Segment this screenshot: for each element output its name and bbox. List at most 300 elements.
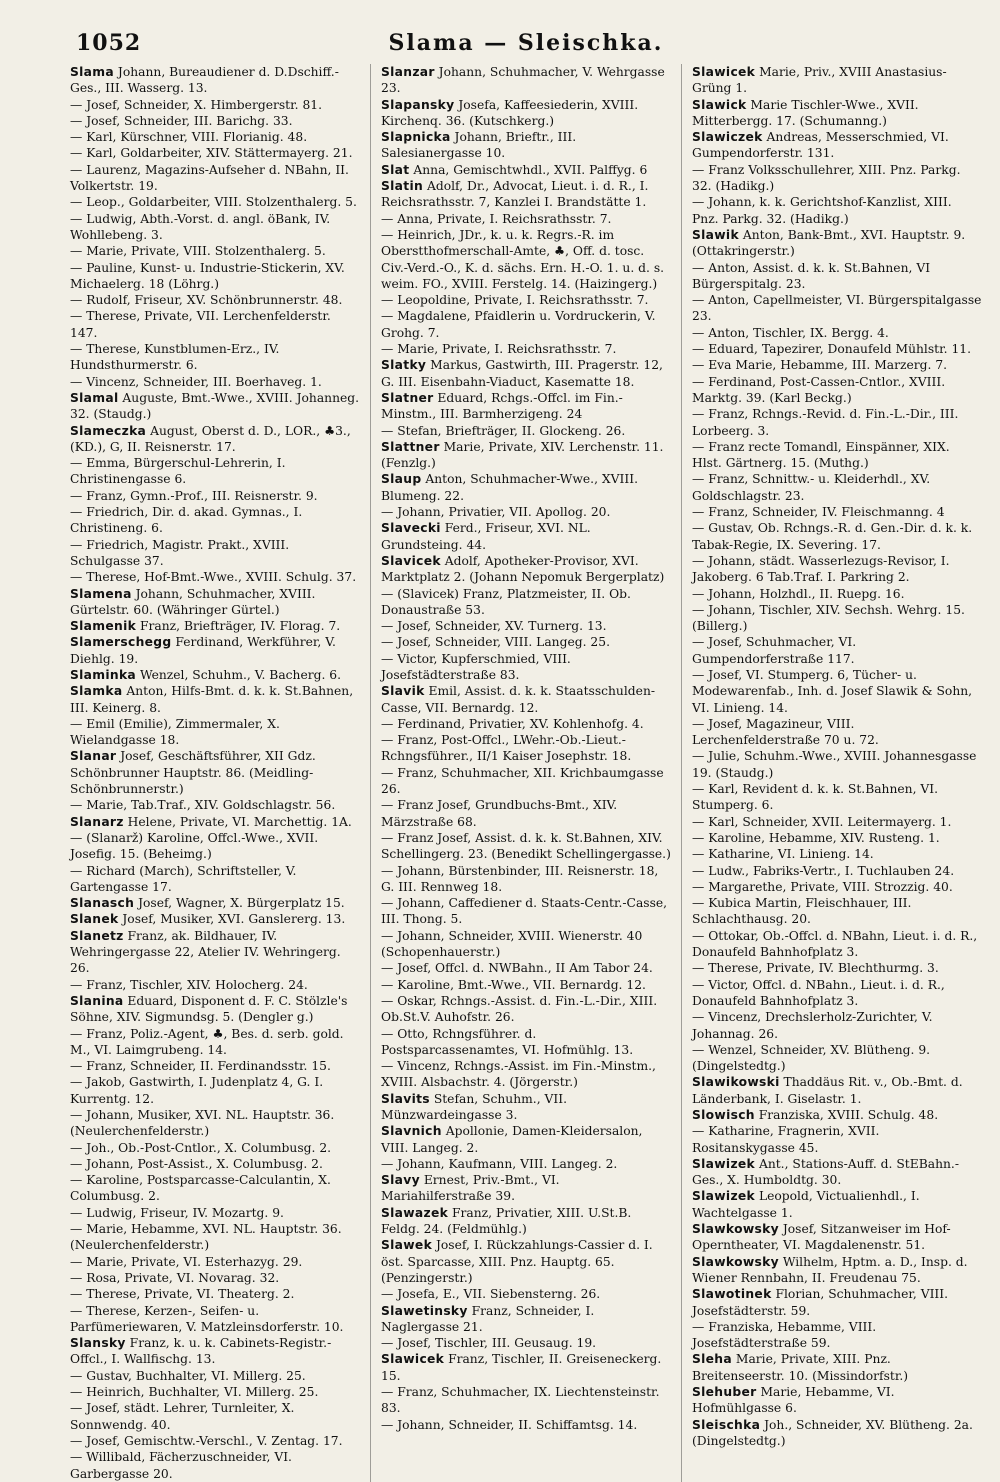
directory-entry: [70, 618, 360, 634]
entry-text: Anton, Bank-Bmt., XVI. Hauptstr. 9. (Ottakringerstr.): [692, 227, 966, 259]
directory-entry: [381, 1237, 671, 1286]
entry-text: — Johann, Schneider, XVIII. Wienerstr. 40 (Schopenhauerstr.): [381, 928, 643, 960]
entry-text: — Josef, VI. Stumperg. 6, Tücher- u. Modewarenfab., Inh. d. Josef Slawik & Sohn, VI. Linieng. 14.: [692, 667, 973, 715]
entry-text: — Kubica Martin, Fleischhauer, III. Schlachthausg. 20.: [692, 896, 912, 927]
page-number: 1052: [76, 30, 142, 56]
entry-text: Leopold, Victualienhdl., I. Wachtelgasse 1.: [692, 1189, 920, 1220]
entry-surname: Slawkowsky: [692, 1254, 779, 1269]
directory-entry: [381, 586, 671, 619]
entry-text: — Ferdinand, Post-Cassen-Cntlor., XVIII. Marktg. 39. (Karl Beckg.): [692, 374, 946, 405]
directory-entry: [70, 1286, 360, 1302]
entry-text: — Richard (March), Schriftsteller, V. Gartengasse 17.: [70, 863, 297, 894]
entry-text: — Heinrich, JDr., k. u. k. Regrs.-R. im Oberstthofmerschall-Amte, ♣, Off. d. tosc. Civ.-Verd.-O., K. d. sächs. Ern. H.-O. 1. u. d. s. weim. FO., XVIII. Ferstelg. 14. (Haizingerg.): [381, 227, 665, 291]
directory-entry: [70, 928, 360, 977]
directory-entry: [70, 292, 360, 308]
entry-text: — (Slavicek) Franz, Platzmeister, II. Ob. Donaustraße 53.: [381, 586, 631, 617]
entry-text: — Therese, Private, VII. Lerchenfelderstr. 147.: [70, 309, 331, 340]
entry-text: — Stefan, Briefträger, II. Glockeng. 26.: [381, 423, 626, 438]
entry-surname: Slamka: [70, 684, 123, 699]
directory-entry: [381, 129, 671, 162]
directory-entry: [381, 520, 671, 553]
entry-text: Johann, Schuhmacher, XVIII. Gürtelstr. 60. (Währinger Gürtel.): [70, 586, 316, 617]
directory-entry: [692, 814, 982, 830]
directory-entry: [70, 194, 360, 210]
directory-entry: [381, 390, 671, 423]
directory-entry: [692, 602, 982, 635]
directory-entry: [381, 765, 671, 798]
directory-entry: [70, 374, 360, 390]
directory-entry: [70, 634, 360, 667]
directory-entry: [692, 781, 982, 814]
entry-text: Eduard, Rchgs.-Offcl. im Fin.-Minstm., III. Barmherzigeng. 24: [381, 390, 623, 422]
entry-text: — Ferdinand, Privatier, XV. Kohlenhofg. 4.: [381, 716, 644, 731]
entry-surname: Slamal: [70, 390, 119, 405]
directory-entry: [692, 439, 982, 472]
columns: [70, 64, 982, 1482]
directory-entry: [70, 1368, 360, 1384]
entry-text: — Vincenz, Schneider, III. Boerhaveg. 1.: [70, 374, 322, 389]
directory-entry: [70, 716, 360, 749]
entry-surname: Slawik: [692, 227, 739, 242]
entry-surname: Slowisch: [692, 1108, 755, 1122]
entry-surname: Slanina: [70, 993, 124, 1008]
entry-surname: Slapnicka: [381, 130, 451, 145]
entry-text: Marie, Private, XIV. Lerchenstr. 11. (Fenzlg.): [381, 439, 664, 471]
directory-entry: [381, 830, 671, 863]
entry-surname: Slanar: [70, 749, 117, 764]
directory-entry: [70, 1400, 360, 1433]
entry-text: — Marie, Private, I. Reichsrathsstr. 7.: [381, 342, 617, 357]
entry-text: — Katharine, VI. Linieng. 14.: [692, 847, 874, 862]
directory-entry: [692, 504, 982, 520]
entry-text: — Karl, Goldarbeiter, XIV. Stättermayerg. 21.: [70, 146, 353, 161]
directory-entry: [381, 634, 671, 650]
entry-text: — Therese, Private, IV. Blechthurmg. 3.: [692, 961, 939, 976]
directory-entry: [70, 97, 360, 113]
directory-entry: [381, 1417, 671, 1433]
directory-entry: [70, 569, 360, 585]
directory-entry: [692, 357, 982, 373]
directory-entry: [381, 1351, 671, 1384]
entry-text: — Katharine, Fragnerin, XVII. Rositanskygasse 45.: [692, 1124, 880, 1155]
directory-entry: [70, 260, 360, 293]
entry-text: — Franziska, Hebamme, VIII. Josefstädterstraße 59.: [692, 1319, 877, 1351]
entry-surname: Slatner: [381, 390, 434, 405]
entry-surname: Slawiczek: [692, 130, 763, 145]
directory-entry: [70, 64, 360, 97]
entry-text: Franziska, XVIII. Schulg. 48.: [754, 1108, 939, 1122]
entry-text: Johann, Brieftr., III. Salesianergasse 10.: [381, 130, 577, 161]
entry-surname: Slameczka: [70, 423, 147, 438]
entry-text: — Joh., Ob.-Post-Cntlor., X. Columbusg. 2.: [70, 1140, 332, 1155]
entry-text: — Josef, Schneider, III. Barichg. 33.: [70, 113, 293, 128]
directory-entry: [692, 830, 982, 846]
entry-text: Josef, Sitzanweiser im Hof-Operntheater, VI. Magdalenenstr. 51.: [692, 1222, 951, 1253]
page-header: [70, 30, 982, 58]
directory-entry: [692, 325, 982, 341]
directory-entry: [692, 748, 982, 781]
directory-entry: [70, 1172, 360, 1205]
directory-entry: [692, 227, 982, 260]
entry-text: — Ludwig, Friseur, IV. Mozartg. 9.: [70, 1205, 284, 1220]
directory-entry: [381, 553, 671, 586]
directory-entry: [692, 1009, 982, 1042]
directory-entry: [70, 1303, 360, 1336]
entry-text: Franz, Briefträger, IV. Florag. 7.: [136, 619, 341, 634]
entry-text: Helene, Private, VI. Marchettig. 1A.: [123, 814, 352, 829]
entry-text: — Karl, Kürschner, VIII. Florianig. 48.: [70, 130, 308, 145]
directory-entry: [381, 1335, 671, 1351]
directory-entry: [381, 162, 671, 178]
directory-entry: [381, 1205, 671, 1238]
directory-entry: [381, 504, 671, 520]
entry-text: Auguste, Bmt.-Wwe., XVIII. Johanneg. 32. (Staudg.): [70, 390, 360, 422]
directory-entry: [381, 977, 671, 993]
directory-entry: [70, 586, 360, 619]
entry-text: — Heinrich, Buchhalter, VI. Millerg. 25.: [70, 1385, 319, 1400]
directory-entry: [381, 227, 671, 292]
directory-entry: [381, 292, 671, 308]
entry-text: — Eva Marie, Hebamme, III. Marzerg. 7.: [692, 358, 948, 373]
directory-entry: [70, 977, 360, 993]
entry-text: — Karoline, Hebamme, XIV. Rusteng. 1.: [692, 830, 940, 845]
entry-text: Marie, Hebamme, VI. Hofmühlgasse 6.: [692, 1385, 895, 1416]
entry-text: Josef, Geschäftsführer, XII Gdz. Schönbrunner Hauptstr. 86. (Meidling-Schönbrunnerstr.): [70, 749, 316, 797]
entry-surname: Slawicek: [692, 65, 756, 79]
directory-entry: [692, 634, 982, 667]
directory-entry: [70, 993, 360, 1026]
entry-surname: Slatky: [381, 358, 427, 373]
entry-text: — Franz, Poliz.-Agent, ♣, Bes. d. serb. gold. M., VI. Laimgrubeng. 14.: [70, 1026, 344, 1057]
entry-text: — Therese, Private, VI. Theaterg. 2.: [70, 1287, 295, 1302]
entry-text: Johann, Schuhmacher, V. Wehrgasse 23.: [381, 65, 665, 96]
directory-entry: [70, 211, 360, 244]
directory-entry: [692, 1319, 982, 1352]
entry-text: Anna, Gemischtwhdl., XVII. Palffyg. 6: [409, 162, 648, 177]
entry-text: Josef, Wagner, X. Bürgerplatz 15.: [134, 896, 345, 911]
entry-text: Franz, k. u. k. Cabinets-Registr.-Offcl., I. Wallfischg. 13.: [70, 1336, 332, 1367]
directory-entry: [381, 928, 671, 961]
entry-text: Josefa, Kaffeesiederin, XVIII. Kirchenq. 36. (Kutschkerg.): [381, 97, 639, 128]
directory-entry: [692, 341, 982, 357]
directory-entry: [692, 716, 982, 749]
entry-text: — Friedrich, Dir. d. akad. Gymnas., I. Christineng. 6.: [70, 505, 303, 536]
directory-entry: [70, 537, 360, 570]
directory-entry: [381, 64, 671, 97]
entry-text: — Josef, Schneider, XV. Turnerg. 13.: [381, 619, 607, 634]
directory-entry: [692, 1221, 982, 1254]
entry-text: — Johann, Tischler, XIV. Sechsh. Wehrg. 15. (Billerg.): [692, 602, 965, 634]
entry-text: — Anna, Private, I. Reichsrathsstr. 7.: [381, 211, 612, 226]
entry-text: — Marie, Tab.Traf., XIV. Goldschlagstr. 56.: [70, 798, 336, 813]
entry-text: — Ludw., Fabriks-Vertr., I. Tuchlauben 24.: [692, 863, 955, 878]
directory-entry: [692, 667, 982, 716]
entry-text: — Vincenz, Rchngs.-Assist. im Fin.-Minstm., XVIII. Alsbachstr. 4. (Jörgerstr.): [381, 1059, 656, 1090]
entry-text: — Karl, Revident d. k. k. St.Bahnen, VI. Stumperg. 6.: [692, 782, 939, 813]
entry-text: Joh., Schneider, XV. Blütheng. 2a. (Dingelstedtg.): [692, 1417, 973, 1448]
directory-entry: [70, 1074, 360, 1107]
directory-entry: [381, 1303, 671, 1336]
directory-entry: [692, 1417, 982, 1450]
directory-entry: [692, 846, 982, 862]
entry-text: — Rosa, Private, VI. Novarag. 32.: [70, 1270, 280, 1285]
directory-entry: [381, 357, 671, 390]
directory-entry: [70, 162, 360, 195]
directory-entry: [692, 471, 982, 504]
directory-entry: [692, 1107, 982, 1123]
entry-surname: Slawetinsky: [381, 1303, 468, 1318]
directory-entry: [381, 651, 671, 684]
directory-entry: [692, 1188, 982, 1221]
entry-text: — Magdalene, Pfaidlerin u. Vordruckerin, V. Grohg. 7.: [381, 309, 656, 340]
directory-entry: [381, 178, 671, 211]
directory-entry: [692, 928, 982, 961]
entry-text: — Johann, k. k. Gerichtshof-Kanzlist, XIII. Pnz. Parkg. 32. (Hadikg.): [692, 195, 952, 226]
directory-entry: [70, 1384, 360, 1400]
directory-entry: [692, 1254, 982, 1287]
entry-text: Josef, I. Rückzahlungs-Cassier d. I. öst. Sparcasse, XIII. Pnz. Hauptg. 65. (Penzingerstr.): [381, 1238, 653, 1285]
directory-entry: [70, 911, 360, 927]
entry-surname: Slaminka: [70, 667, 137, 682]
directory-entry: [381, 1091, 671, 1124]
directory-entry: [381, 960, 671, 976]
entry-surname: Slattner: [381, 439, 440, 454]
directory-entry: [692, 97, 982, 130]
entry-text: Franz, Schneider, I. Naglergasse 21.: [381, 1303, 595, 1334]
entry-text: — Marie, Private, VI. Esterhazyg. 29.: [70, 1254, 303, 1269]
entry-text: — Marie, Hebamme, XVI. NL. Hauptstr. 36. (Neulerchenfelderstr.): [70, 1222, 342, 1253]
directory-entry: [381, 471, 671, 504]
entry-surname: Slawizek: [692, 1189, 756, 1204]
entry-surname: Slawazek: [381, 1205, 449, 1220]
entry-text: — Leop., Goldarbeiter, VIII. Stolzenthalerg. 5.: [70, 195, 357, 210]
directory-entry: [692, 1156, 982, 1189]
directory-entry: [70, 1433, 360, 1449]
entry-text: Franz, ak. Bildhauer, IV. Wehringergasse 22, Atelier IV. Wehringerg. 26.: [70, 928, 341, 976]
entry-text: — Josef, Magazineur, VIII. Lerchenfelderstraße 70 u. 72.: [692, 716, 879, 748]
entry-text: — Willibald, Fächerzuschneider, VI. Garbergasse 20.: [70, 1450, 292, 1481]
entry-text: — Ottokar, Ob.-Offcl. d. NBahn, Lieut. i. d. R., Donaufeld Bahnhofplatz 3.: [692, 928, 978, 960]
entry-surname: Slavecki: [381, 521, 441, 536]
entry-text: — Oskar, Rchngs.-Assist. d. Fin.-L.-Dir., XIII. Ob.St.V. Auhofstr. 26.: [381, 993, 658, 1025]
entry-text: — Jakob, Gastwirth, I. Judenplatz 4, G. I. Kurrentg. 12.: [70, 1075, 324, 1106]
entry-text: — Franz, Schneider, II. Ferdinandsstr. 15.: [70, 1059, 331, 1074]
entry-surname: Slawick: [692, 97, 747, 112]
entry-text: — Josef, Tischler, III. Geusaug. 19.: [381, 1336, 597, 1351]
entry-text: — Emma, Bürgerschul-Lehrerin, I. Christinengasse 6.: [70, 456, 286, 487]
entry-text: — Johann, Holzhdl., II. Ruepg. 16.: [692, 586, 905, 601]
entry-text: Ant., Stations-Auff. d. StEBahn.-Ges., X. Humboldtg. 30.: [692, 1156, 959, 1188]
directory-entry: [70, 1254, 360, 1270]
entry-text: — Margarethe, Private, VIII. Strozzig. 40.: [692, 879, 953, 894]
entry-text: — Leopoldine, Private, I. Reichsrathsstr. 7.: [381, 293, 649, 308]
entry-text: — Josef, Schneider, VIII. Langeg. 25.: [381, 635, 610, 650]
entry-text: — Eduard, Tapezirer, Donaufeld Mühlstr. 11.: [692, 342, 972, 357]
directory-entry: [692, 406, 982, 439]
directory-entry: [70, 1335, 360, 1368]
directory-entry: [381, 716, 671, 732]
directory-entry: [692, 1042, 982, 1075]
entry-text: — Franz, Tischler, XIV. Holocherg. 24.: [70, 977, 308, 992]
entry-text: — Gustav, Buchhalter, VI. Millerg. 25.: [70, 1368, 306, 1383]
directory-entry: [692, 960, 982, 976]
directory-entry: [70, 488, 360, 504]
entry-text: — Johann, Post-Assist., X. Columbusg. 2.: [70, 1156, 323, 1171]
directory-entry: [70, 895, 360, 911]
entry-text: — Therese, Hof-Bmt.-Wwe., XVIII. Schulg. 37.: [70, 570, 357, 585]
entry-text: — Therese, Kunstblumen-Erz., IV. Hundsthurmerstr. 6.: [70, 342, 280, 373]
column-middle: [381, 64, 671, 1482]
entry-text: — Rudolf, Friseur, XV. Schönbrunnerstr. 48.: [70, 293, 343, 308]
entry-text: Marie Tischler-Wwe., XVII. Mitterbergg. 17. (Schumanng.): [692, 97, 919, 128]
directory-entry: [70, 341, 360, 374]
directory-entry: [692, 895, 982, 928]
entry-text: — Johann, Privatier, VII. Apollog. 20.: [381, 505, 611, 520]
column-divider: [681, 64, 682, 1482]
directory-entry: [692, 553, 982, 586]
entry-text: — Pauline, Kunst- u. Industrie-Stickerin, XV. Michaelerg. 18 (Löhrg.): [70, 260, 345, 291]
column-left: [70, 64, 360, 1482]
directory-entry: [692, 1351, 982, 1384]
entry-text: Ernest, Priv.-Bmt., VI. Mariahilferstraße 39.: [381, 1173, 560, 1204]
entry-text: — Gustav, Ob. Rchngs.-R. d. Gen.-Dir. d. k. k. Tabak-Regie, IX. Severing. 17.: [692, 521, 973, 552]
directory-entry: [70, 243, 360, 259]
directory-entry: [381, 683, 671, 716]
column-divider: [370, 64, 371, 1482]
entry-text: — Josef, Gemischtw.-Verschl., V. Zentag. 17.: [70, 1433, 343, 1448]
directory-entry: [381, 1123, 671, 1156]
directory-entry: [381, 863, 671, 896]
entry-surname: Slaup: [381, 472, 422, 487]
entry-surname: Slawotinek: [692, 1287, 772, 1302]
entry-text: — Karl, Schneider, XVII. Leitermayerg. 1.: [692, 814, 952, 829]
entry-text: Thaddäus Rit. v., Ob.-Bmt. d. Länderbank, I. Giselastr. 1.: [692, 1075, 963, 1106]
entry-text: — Karoline, Postsparcasse-Calculantin, X. Columbusg. 2.: [70, 1173, 331, 1204]
directory-entry: [692, 374, 982, 407]
directory-entry: [692, 977, 982, 1010]
entry-text: Wenzel, Schuhm., V. Bacherg. 6.: [136, 667, 342, 682]
entry-text: Eduard, Disponent d. F. C. Stölzle's Söhne, XIV. Sigmundsg. 5. (Dengler g.): [70, 993, 348, 1025]
entry-surname: Slatin: [381, 179, 424, 194]
directory-entry: [381, 1172, 671, 1205]
entry-surname: Slehuber: [692, 1385, 757, 1400]
entry-text: Adolf, Dr., Advocat, Lieut. i. d. R., I. Reichsrathsstr. 7, Kanzlei I. Brandstätte 1.: [381, 179, 649, 210]
entry-text: — Franz, Schnittw.- u. Kleiderhdl., XV. Goldschlagstr. 23.: [692, 472, 931, 503]
entry-text: — Victor, Kupferschmied, VIII. Josefstädterstraße 83.: [381, 651, 571, 682]
directory-entry: [70, 129, 360, 145]
directory-entry: [70, 504, 360, 537]
entry-text: Ferdinand, Werkführer, V. Diehlg. 19.: [70, 635, 336, 666]
directory-entry: [70, 1156, 360, 1172]
entry-surname: Slawikowski: [692, 1075, 780, 1090]
entry-text: — Josef, Schuhmacher, VI. Gumpendorferstraße 117.: [692, 635, 857, 666]
entry-surname: Slapansky: [381, 97, 455, 112]
entry-text: Ferd., Friseur, XVI. NL. Grundsteing. 44.: [381, 521, 591, 552]
entry-text: Josef, Musiker, XVI. Ganslererg. 13.: [118, 912, 346, 927]
entry-text: — Franz Josef, Assist. d. k. k. St.Bahnen, XIV. Schellingerg. 23. (Benedikt Schellingergasse.): [381, 830, 671, 862]
entry-text: — Marie, Private, VIII. Stolzenthalerg. 5.: [70, 244, 326, 259]
directory-entry: [381, 211, 671, 227]
directory-entry: [692, 1123, 982, 1156]
entry-text: — Julie, Schuhm.-Wwe., XVIII. Johannesgasse 19. (Staudg.): [692, 749, 977, 780]
entry-surname: Slavnich: [381, 1124, 442, 1139]
entry-text: Anton, Hilfs-Bmt. d. k. k. St.Bahnen, III. Keinerg. 8.: [70, 684, 354, 715]
directory-entry: [381, 618, 671, 634]
directory-entry: [70, 863, 360, 896]
entry-text: Franz, Privatier, XIII. U.St.B. Feldg. 24. (Feldmühlg.): [381, 1205, 632, 1237]
directory-entry: [692, 260, 982, 293]
entry-surname: Slavicek: [381, 553, 441, 568]
entry-text: — Franz Volksschullehrer, XIII. Pnz. Parkg. 32. (Hadikg.): [692, 162, 961, 194]
entry-text: — Anton, Tischler, IX. Bergg. 4.: [692, 325, 889, 340]
entry-surname: Slat: [381, 162, 410, 177]
entry-text: — Josef, Offcl. d. NWBahn., II Am Tabor 24.: [381, 961, 653, 976]
directory-entry: [692, 64, 982, 97]
directory-entry: [70, 1205, 360, 1221]
entry-text: — Franz, Schuhmacher, XII. Krichbaumgasse 26.: [381, 765, 664, 797]
entry-surname: Slamena: [70, 586, 132, 601]
entry-text: August, Oberst d. D., LOR., ♣3., (KD.), G, II. Reisnerstr. 17.: [70, 423, 351, 454]
entry-text: Emil, Assist. d. k. k. Staatsschulden-Casse, VII. Bernardg. 12.: [381, 684, 656, 715]
directory-entry: [381, 439, 671, 472]
entry-surname: Slavy: [381, 1173, 420, 1188]
entry-surname: Sleischka: [692, 1417, 761, 1432]
directory-entry: [381, 1384, 671, 1417]
entry-surname: Slavits: [381, 1091, 430, 1106]
running-head: Slama — Sleischka.: [388, 30, 664, 56]
entry-surname: Slavik: [381, 684, 425, 699]
entry-text: Johann, Bureaudiener d. D.Dschiff.-Ges., III. Wasserg. 13.: [70, 65, 339, 96]
entry-text: — Friedrich, Magistr. Prakt., XVIII. Schulgasse 37.: [70, 537, 290, 568]
directory-entry: [70, 145, 360, 161]
entry-text: Franz, Tischler, II. Greiseneckerg. 15.: [381, 1352, 662, 1383]
entry-text: — Therese, Kerzen-, Seifen- u. Parfümeriewaren, V. Matzleinsdorferstr. 10.: [70, 1303, 344, 1334]
directory-entry: [70, 390, 360, 423]
entry-text: Marie, Private, XIII. Pnz. Breitenseerstr. 10. (Missindorfstr.): [692, 1352, 909, 1383]
entry-text: — Franz Josef, Grundbuchs-Bmt., XIV. Märzstraße 68.: [381, 798, 618, 829]
directory-entry: [70, 683, 360, 716]
entry-text: — Ludwig, Abth.-Vorst. d. angl. öBank, IV. Wohllebeng. 3.: [70, 211, 331, 242]
entry-text: Apollonie, Damen-Kleidersalon, VIII. Langeg. 2.: [381, 1124, 643, 1155]
directory-entry: [692, 1286, 982, 1319]
directory-entry: [381, 97, 671, 130]
directory-entry: [692, 129, 982, 162]
directory-entry: [70, 830, 360, 863]
directory-entry: [692, 586, 982, 602]
entry-text: Andreas, Messerschmied, VI. Gumpendorferstr. 131.: [692, 130, 949, 161]
directory-entry: [70, 1449, 360, 1482]
entry-text: — Johann, Schneider, II. Schiffamtsg. 14.: [381, 1417, 638, 1432]
entry-text: Stefan, Schuhm., VII. Münzwardeingasse 3.: [381, 1091, 568, 1122]
directory-entry: [70, 423, 360, 456]
entry-text: — Franz, Rchngs.-Revid. d. Fin.-L.-Dir., III. Lorbeerg. 3.: [692, 407, 959, 438]
directory-entry: [381, 423, 671, 439]
directory-entry: [70, 797, 360, 813]
entry-surname: Slawkowsky: [692, 1222, 779, 1237]
entry-surname: Slamenik: [70, 619, 137, 634]
entry-text: — Anton, Assist. d. k. k. St.Bahnen, VI Bürgerspitalg. 23.: [692, 260, 931, 291]
directory-entry: [692, 520, 982, 553]
directory-entry: [381, 341, 671, 357]
entry-text: — Franz recte Tomandl, Einspänner, XIX. Hlst. Gärtnerg. 15. (Muthg.): [692, 439, 950, 471]
directory-entry: [70, 1221, 360, 1254]
directory-entry: [70, 814, 360, 830]
entry-text: Wilhelm, Hptm. a. D., Insp. d. Wiener Rennbahn, II. Freudenau 75.: [692, 1254, 968, 1285]
directory-entry: [381, 1058, 671, 1091]
entry-surname: Slanzar: [381, 65, 435, 79]
directory-entry: [70, 667, 360, 683]
column-right: [692, 64, 982, 1482]
